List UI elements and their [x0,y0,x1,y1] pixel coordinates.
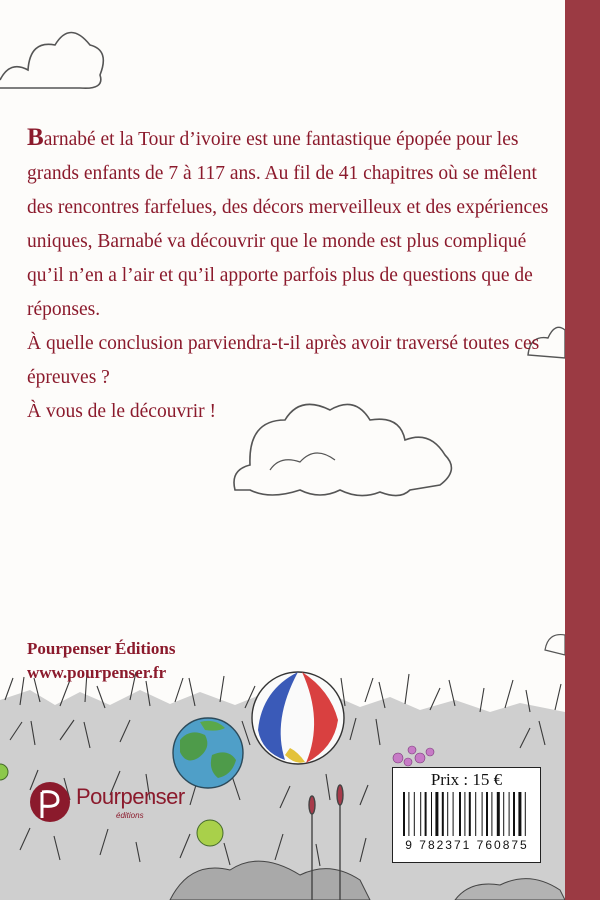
barcode-bar [509,792,510,836]
blurb-paragraph-1 [27,121,552,327]
drop-cap: B [27,124,44,151]
green-ball [197,820,223,846]
barcode-bar [491,792,492,836]
logo-tagline: éditions [116,811,144,820]
publisher-logo [24,778,185,828]
publisher-website[interactable]: www.pourpenser.fr [27,663,167,682]
barcode-bar [442,792,444,836]
barcode-bar [486,792,488,836]
beach-ball [252,672,344,764]
logo-wordmark: Pourpenser [76,784,185,809]
blurb-paragraph-2: À quelle conclusion parviendra-t-il après avoir traversé toutes ces épreuves ? [27,333,540,388]
barcode-bar [475,792,476,836]
barcode-bar [459,792,461,836]
back-cover-blurb [27,121,552,429]
barcode-bar [453,792,454,836]
barcode-bar [408,792,409,836]
barcode-bar [447,792,448,836]
earth-ball [173,718,243,788]
barcode-bar [425,792,427,836]
barcode-bar [420,792,421,836]
barcode-bar [482,792,483,836]
logo-emblem-icon [24,778,84,828]
price-label: Prix : 15 € [430,770,503,789]
barcode-bar [497,792,500,836]
barcode-bar [513,792,515,836]
barcode-box [392,767,541,863]
barcode-bar [469,792,471,836]
barcode-bar [503,792,504,836]
isbn-number: 9 782371 760875 [405,838,529,852]
blurb-text-1: arnabé et la Tour d’ivoire est une fantastique épopée pour les grands enfants de 7 à 117 ans. Au fil de 41 chapitres où se mêlent des rencontres farfelues, des décors merveilleux et des expériences uniques, Barnabé va découvrir que le monde est plus compliqué qu’il n’en a l’air et qu’il apporte parfois plus de questions que de réponses. [27,129,549,320]
blurb-paragraph-3: À vous de le découvrir ! [27,401,216,422]
barcode-bar [403,792,405,836]
publisher-name: Pourpenser Éditions [27,639,176,658]
publisher-info [27,637,175,685]
barcode-bar [525,792,526,836]
barcode-bar [464,792,465,836]
barcode-bars [403,792,530,836]
barcode-bar [518,792,521,836]
cloud-lower-right [545,635,565,655]
barcode-bar [414,792,415,836]
book-spine [565,0,600,900]
barcode-bar [435,792,438,836]
barcode-bar [431,792,432,836]
cloud-top-left [0,33,103,89]
